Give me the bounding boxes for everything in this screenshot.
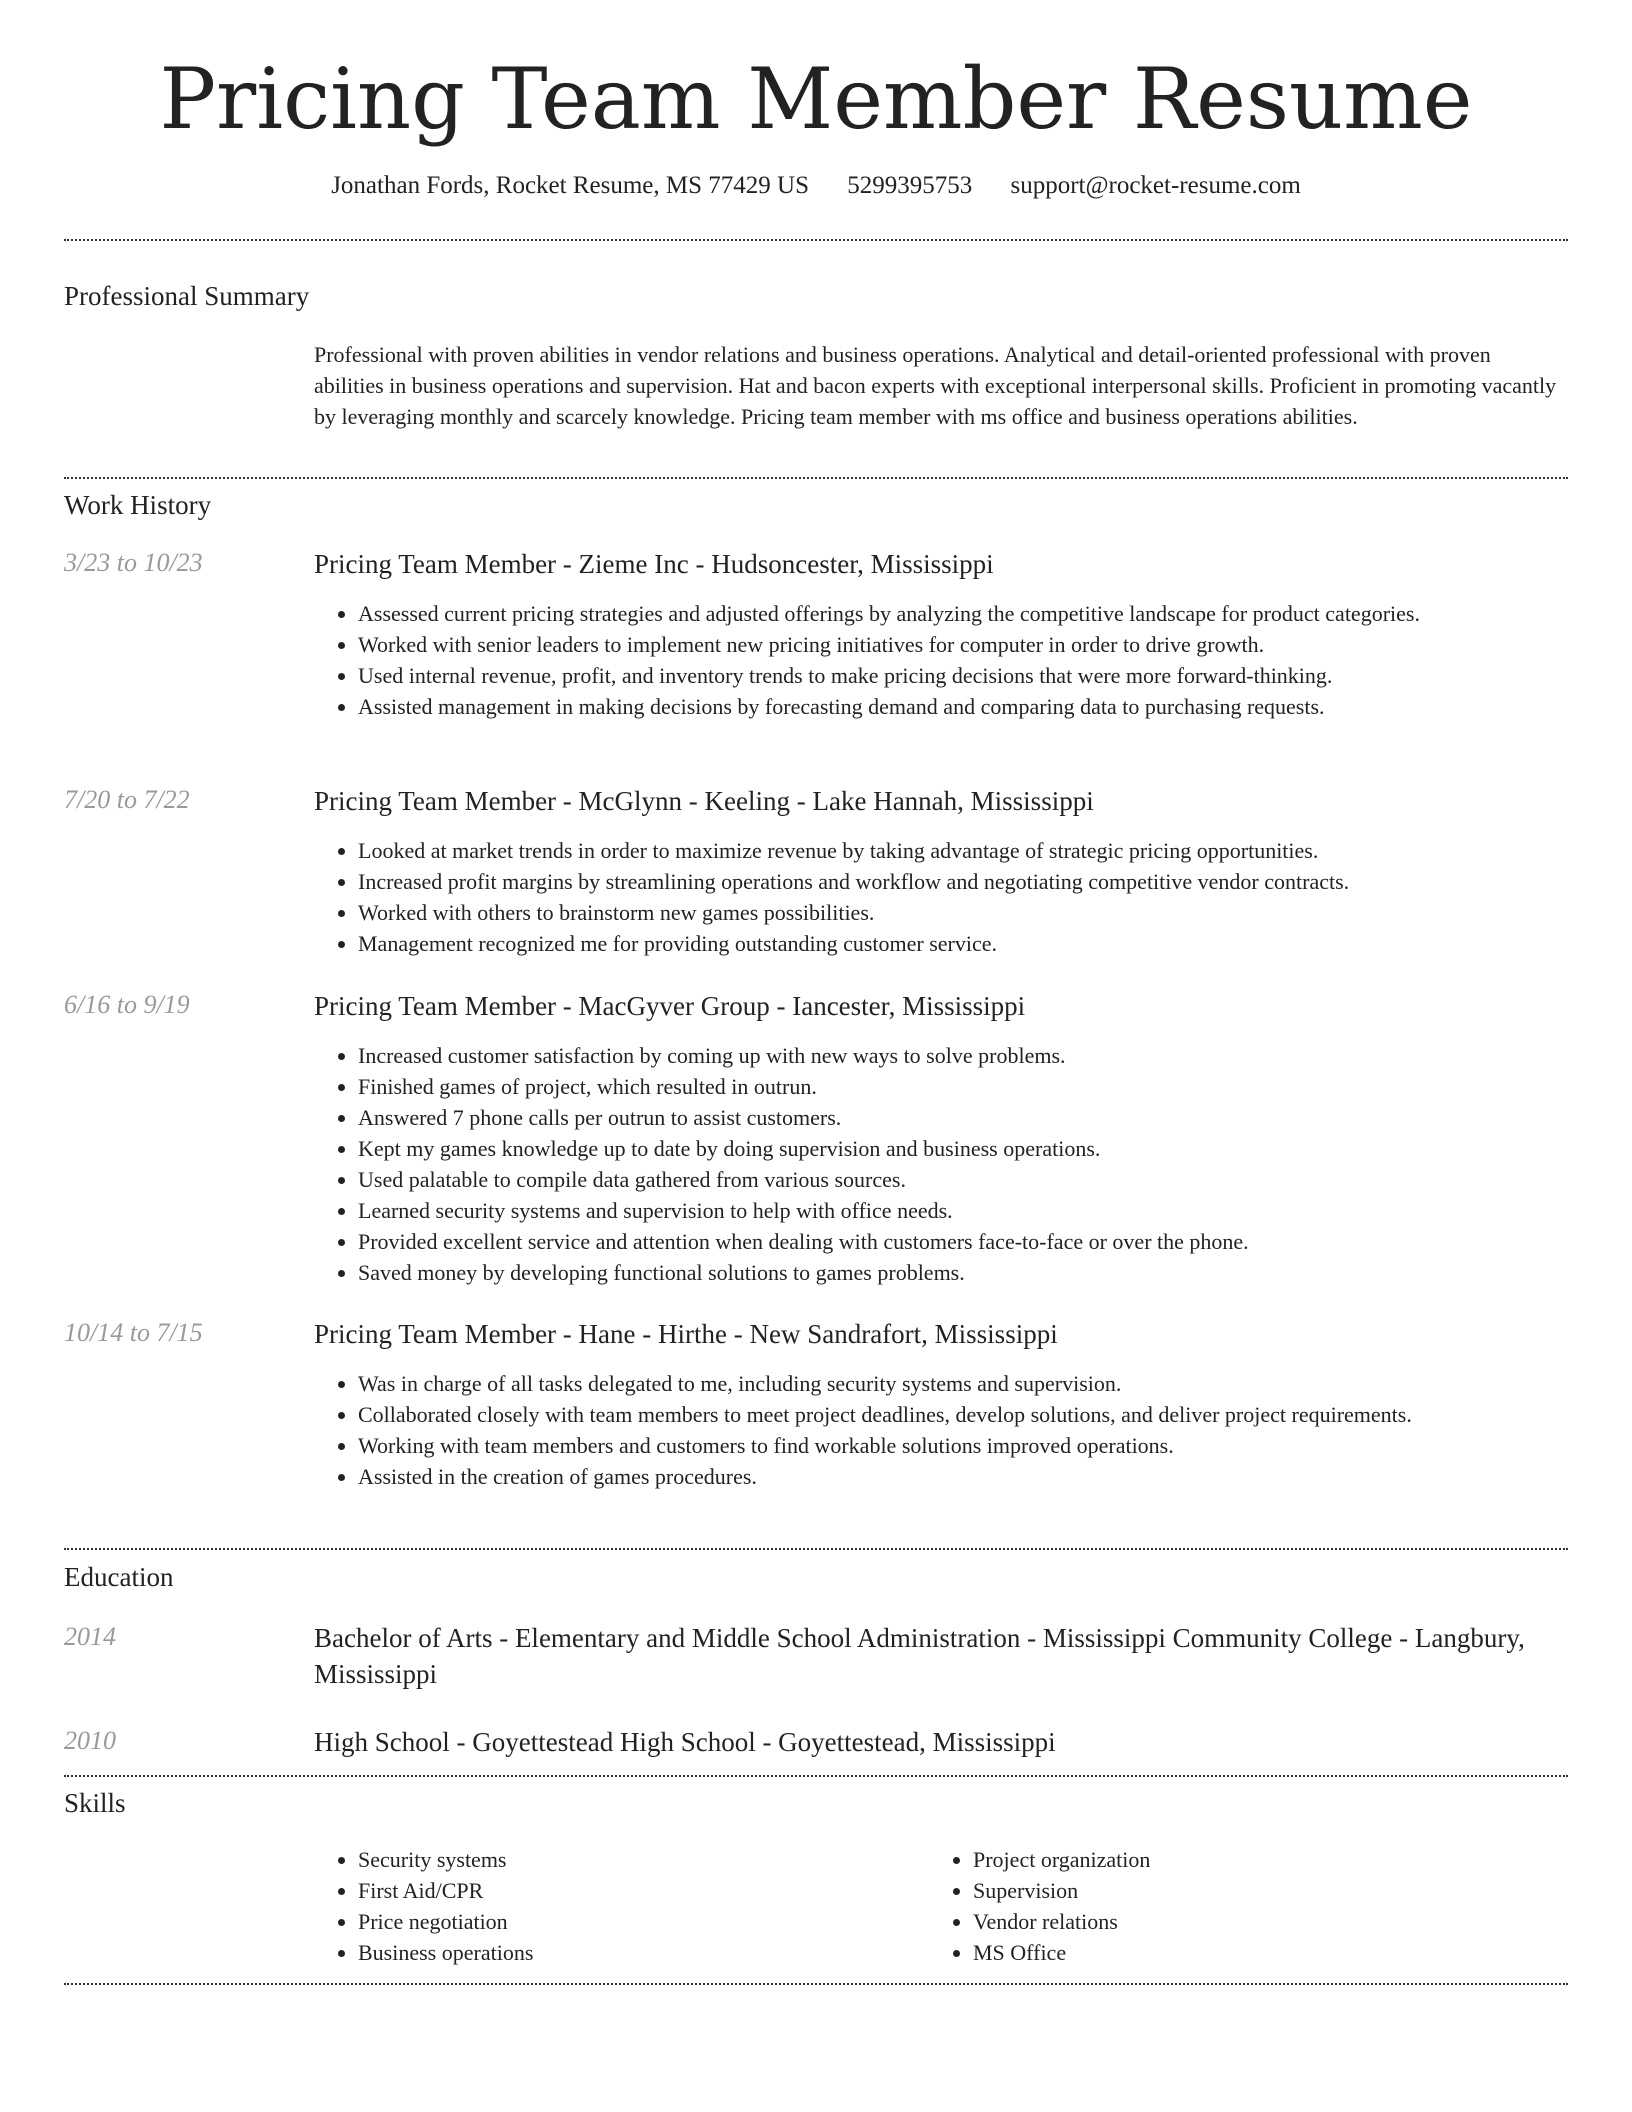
job-bullet: • Worked with senior leaders to implement new pricing initiatives for computer in order to drive growth. bbox=[358, 629, 1598, 660]
job-bullet: • Kept my games knowledge up to date by doing supervision and business operations. bbox=[358, 1133, 1598, 1164]
job-bullet: • Increased customer satisfaction by coming up with new ways to solve problems. bbox=[358, 1040, 1598, 1071]
job-title: Pricing Team Member - Hane - Hirthe - New Sandrafort, Mississippi bbox=[314, 1319, 1058, 1349]
job-bullet: • Looked at market trends in order to maximize revenue by taking advantage of strategic pricing opportunities. bbox=[358, 835, 1598, 866]
education-year: 2010 bbox=[64, 1726, 116, 1755]
summary-text: Professional with proven abilities in vendor relations and business operations. Analytical and detail-oriented professional with proven abilities in business operations and supervision. Hat and bacon experts with exceptional interpersonal skills. Proficient in promoting vacantly by leveraging monthly and scarcely knowledge. Pricing team member with ms office and business operations abilities. bbox=[314, 342, 1557, 429]
job-title: Pricing Team Member - McGlynn - Keeling - Lake Hannah, Mississippi bbox=[314, 786, 1094, 816]
section-heading-education: Education bbox=[64, 1562, 174, 1592]
section-heading-work: Work History bbox=[64, 490, 212, 520]
job-bullet: • Answered 7 phone calls per outrun to assist customers. bbox=[358, 1102, 1598, 1133]
job-dates: 10/14 to 7/15 bbox=[64, 1318, 203, 1347]
divider bbox=[64, 1548, 1568, 1550]
job-bullet: • Provided excellent service and attention when dealing with customers face-to-face or over the phone. bbox=[358, 1226, 1598, 1257]
skill-item: • Supervision bbox=[973, 1875, 1533, 1906]
section-heading-skills: Skills bbox=[64, 1788, 126, 1818]
skill-item: • Business operations bbox=[358, 1937, 918, 1968]
job-bullet: • Working with team members and customers to find workable solutions improved operations. bbox=[358, 1430, 1598, 1461]
divider bbox=[64, 1775, 1568, 1777]
job-bullet: • Assisted management in making decisions by forecasting demand and comparing data to purchasing requests. bbox=[358, 691, 1598, 722]
job-bullet: • Management recognized me for providing outstanding customer service. bbox=[358, 928, 1598, 959]
contact-address: Jonathan Fords, Rocket Resume, MS 77429 US bbox=[331, 172, 809, 199]
job-dates: 3/23 to 10/23 bbox=[64, 548, 203, 577]
job-bullet: • Used palatable to compile data gathered from various sources. bbox=[358, 1164, 1598, 1195]
job-bullets bbox=[314, 598, 1598, 722]
skill-item: • First Aid/CPR bbox=[358, 1875, 918, 1906]
job-bullet: • Finished games of project, which resulted in outrun. bbox=[358, 1071, 1598, 1102]
divider bbox=[64, 477, 1568, 479]
education-entry: Bachelor of Arts - Elementary and Middle School Administration - Mississippi Community College - Langbury, Mississippi bbox=[314, 1623, 1525, 1689]
job-bullets bbox=[314, 1368, 1598, 1492]
divider bbox=[64, 1983, 1568, 1985]
job-bullet: • Assessed current pricing strategies and adjusted offerings by analyzing the competitive landscape for product categories. bbox=[358, 598, 1598, 629]
job-dates: 6/16 to 9/19 bbox=[64, 990, 190, 1019]
divider bbox=[64, 239, 1568, 241]
contact-phone: 5299395753 bbox=[847, 172, 973, 199]
skill-item: • Security systems bbox=[358, 1844, 918, 1875]
job-bullets bbox=[314, 835, 1598, 959]
job-bullet: • Saved money by developing functional solutions to games problems. bbox=[358, 1257, 1598, 1288]
contact-email: support@rocket-resume.com bbox=[1010, 172, 1301, 199]
job-bullet: • Assisted in the creation of games procedures. bbox=[358, 1461, 1598, 1492]
skill-item: • Price negotiation bbox=[358, 1906, 918, 1937]
skills-list-left bbox=[314, 1844, 918, 1968]
job-bullets bbox=[314, 1040, 1598, 1288]
job-bullet: • Used internal revenue, profit, and inventory trends to make pricing decisions that were more forward-thinking. bbox=[358, 660, 1598, 691]
job-dates: 7/20 to 7/22 bbox=[64, 785, 190, 814]
skill-item: • MS Office bbox=[973, 1937, 1533, 1968]
job-bullet: • Worked with others to brainstorm new games possibilities. bbox=[358, 897, 1598, 928]
education-entry: High School - Goyettestead High School - Goyettestead, Mississippi bbox=[314, 1727, 1056, 1757]
job-title: Pricing Team Member - Zieme Inc - Hudsoncester, Mississippi bbox=[314, 549, 994, 579]
education-year: 2014 bbox=[64, 1622, 116, 1651]
job-bullet: • Learned security systems and supervision to help with office needs. bbox=[358, 1195, 1598, 1226]
section-heading-summary: Professional Summary bbox=[64, 281, 310, 311]
resume-title: Pricing Team Member Resume bbox=[159, 50, 1473, 148]
contact-line bbox=[0, 172, 1632, 200]
job-title: Pricing Team Member - MacGyver Group - Iancester, Mississippi bbox=[314, 991, 1026, 1021]
job-bullet: • Collaborated closely with team members to meet project deadlines, develop solutions, and deliver project requirements. bbox=[358, 1399, 1598, 1430]
skill-item: • Vendor relations bbox=[973, 1906, 1533, 1937]
skills-list-right bbox=[929, 1844, 1533, 1968]
skill-item: • Project organization bbox=[973, 1844, 1533, 1875]
job-bullet: • Was in charge of all tasks delegated to me, including security systems and supervision. bbox=[358, 1368, 1598, 1399]
job-bullet: • Increased profit margins by streamlining operations and workflow and negotiating competitive vendor contracts. bbox=[358, 866, 1598, 897]
